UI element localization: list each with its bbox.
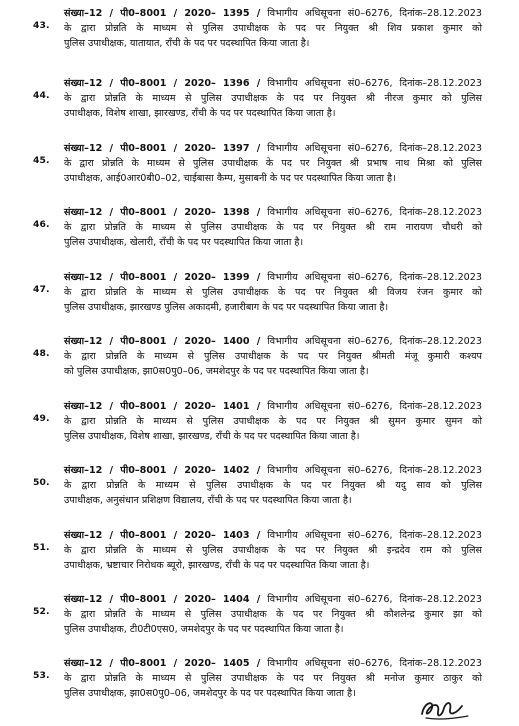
entry-line-2: के द्वारा प्रोन्नति के माध्यम से पुलिस उपाधीक्षक के पद पर नियुक्त श्री मनोज कुमार ठाकुर को <box>64 673 482 685</box>
entry-line-1 <box>64 399 482 414</box>
entry-line-1 <box>64 592 482 607</box>
entry-line-2: के द्वारा प्रोन्नति के माध्यम से पुलिस उपाधीक्षक के पद पर नियुक्त श्री इन्द्रदेव राम को पुलिस <box>64 545 482 557</box>
reference-number: संख्या–12 / पी0–8001 / 2020– <box>64 594 216 605</box>
entry-line-3: पुलिस उपाधीक्षक, टी0टी0एस0, जमशेदपुर के पद पर पदस्थापित किया जाता है। <box>64 624 344 636</box>
entry-number: 49. <box>33 413 50 424</box>
reference-number: संख्या–12 / पी0–8001 / 2020– <box>64 272 216 283</box>
reference-number: संख्या–12 / पी0–8001 / 2020– <box>64 530 216 541</box>
notification-no: 1403 / <box>222 530 261 541</box>
signature-underline <box>426 716 468 719</box>
entry-body <box>64 528 482 574</box>
reference-number: संख्या–12 / पी0–8001 / 2020– <box>64 658 216 669</box>
signature <box>416 694 476 722</box>
entry-line-1 <box>64 463 482 478</box>
reference-number: संख्या–12 / पी0–8001 / 2020– <box>64 336 216 347</box>
entry-number: 46. <box>33 219 50 230</box>
notification-no: 1404 / <box>222 594 261 605</box>
entry-number: 53. <box>33 670 50 681</box>
entry-line-3: पुलिस उपाधीक्षक, झारखण्ड पुलिस अकादमी, हजारीबाग के पद पर पदस्थापित किया जाता है। <box>64 302 389 314</box>
entry-line-2: के द्वारा प्रोन्नति के माध्यम से पुलिस उपाधीक्षक के पद पर नियुक्त श्री प्रभाष नाथ मिश्रा को पुलिस <box>64 158 482 170</box>
entry-line-2: के द्वारा प्रोन्नति के माध्यम से पुलिस उपाधीक्षक के पद पर नियुक्त श्री कौशलेन्द्र कुमार झा को <box>64 609 482 621</box>
entry-number: 47. <box>33 284 50 295</box>
notification-no: 1397 / <box>222 143 261 154</box>
entry-line-3: पुलिस उपाधीक्षक, यातायात, राँची के पद पर पदस्थापित किया जाता है। <box>64 38 310 50</box>
entry-line-2: के द्वारा प्रोन्नति के माध्यम से पुलिस उपाधीक्षक के पद पर नियुक्त श्री सुमन कुमार सुमन को <box>64 416 482 428</box>
entry-line-2: के द्वारा प्रोन्नति के माध्यम से पुलिस उपाधीक्षक के पद पर नियुक्त श्रीमती मंजू कुमारी कश्यप <box>64 351 482 363</box>
entry-line-1 <box>64 76 482 91</box>
entry-number: 43. <box>33 20 50 31</box>
entry-line-3: को पुलिस उपाधीक्षक, झा0स0पु0–06, जमशेदपुर के पद पर पदस्थापित किया जाता है। <box>64 366 369 378</box>
notification-date: विभागीय अधिसूचना सं0–6276, दिनांक–28.12.2023 <box>267 78 482 89</box>
entry-body <box>64 334 482 380</box>
entry-line-3: पुलिस उपाधीक्षक, खेलारी, राँची के पद पर पदस्थापित किया जाता है। <box>64 237 304 249</box>
notification-no: 1396 / <box>222 78 261 89</box>
entry-line-1 <box>64 528 482 543</box>
entry-line-3: उपाधीक्षक, आई0आर0बी0–02, चाईबासा कैम्प, मुसाबनी के पद पर पदस्थापित किया जाता है। <box>64 173 396 185</box>
entry-body <box>64 6 482 52</box>
reference-number: संख्या–12 / पी0–8001 / 2020– <box>64 143 216 154</box>
entry-number: 50. <box>33 477 50 488</box>
entry-line-3: पुलिस उपाधीक्षक, विशेष शाखा, झारखण्ड, राँची के पद पर पदस्थापित किया जाता है। <box>64 431 360 443</box>
entry-line-2: के द्वारा प्रोन्नति के माध्यम से पुलिस उपाधीक्षक के पद पर नियुक्त श्री राम नारायण चौधरी को <box>64 222 482 234</box>
reference-number: संख्या–12 / पी0–8001 / 2020– <box>64 8 216 19</box>
notification-no: 1398 / <box>222 207 261 218</box>
entry-body <box>64 76 482 122</box>
entry-body <box>64 399 482 445</box>
entry-number: 45. <box>33 155 50 166</box>
reference-number: संख्या–12 / पी0–8001 / 2020– <box>64 207 216 218</box>
entry-line-2: के द्वारा प्रोन्नति के माध्यम से पुलिस उपाधीक्षक के पद पर नियुक्त श्री शिव प्रकाश कुमार को <box>64 23 482 35</box>
reference-number: संख्या–12 / पी0–8001 / 2020– <box>64 401 216 412</box>
notification-no: 1399 / <box>222 272 261 283</box>
entry-number: 52. <box>33 606 50 617</box>
entry-line-1 <box>64 141 482 156</box>
entry-number: 44. <box>33 90 50 101</box>
entry-line-1 <box>64 6 482 21</box>
entry-number: 51. <box>33 542 50 553</box>
entry-body <box>64 205 482 251</box>
notification-no: 1405 / <box>222 658 261 669</box>
entry-line-2: के द्वारा प्रोन्नति के माध्यम से पुलिस उपाधीक्षक के पद पर नियुक्त श्री यदु साव को पुलिस <box>64 480 482 492</box>
entry-body <box>64 592 482 638</box>
notification-no: 1402 / <box>222 465 261 476</box>
entry-line-2: के द्वारा प्रोन्नति के माध्यम से पुलिस उपाधीक्षक के पद पर नियुक्त श्री विजय रंजन कुमार को <box>64 287 482 299</box>
notification-date: विभागीय अधिसूचना सं0–6276, दिनांक–28.12.2023 <box>267 530 482 541</box>
notification-date: विभागीय अधिसूचना सं0–6276, दिनांक–28.12.2023 <box>267 658 482 669</box>
entry-number: 48. <box>33 348 50 359</box>
entry-line-3: उपाधीक्षक, विशेष शाखा, झारखण्ड, राँची के पद पर पदस्थापित किया जाता है। <box>64 108 336 120</box>
notification-date: विभागीय अधिसूचना सं0–6276, दिनांक–28.12.2023 <box>267 272 482 283</box>
entry-line-3: उपाधीक्षक, अनुसंधान प्रशिक्षण विद्यालय, राँची के पद पर पदस्थापित किया जाता है। <box>64 495 352 507</box>
reference-number: संख्या–12 / पी0–8001 / 2020– <box>64 465 216 476</box>
notification-date: विभागीय अधिसूचना सं0–6276, दिनांक–28.12.2023 <box>267 207 482 218</box>
entry-line-1 <box>64 205 482 220</box>
entry-line-1 <box>64 270 482 285</box>
notification-date: विभागीय अधिसूचना सं0–6276, दिनांक–28.12.2023 <box>267 336 482 347</box>
notification-date: विभागीय अधिसूचना सं0–6276, दिनांक–28.12.2023 <box>267 594 482 605</box>
notification-date: विभागीय अधिसूचना सं0–6276, दिनांक–28.12.2023 <box>267 401 482 412</box>
entry-line-1 <box>64 656 482 671</box>
entry-line-1 <box>64 334 482 349</box>
notification-no: 1400 / <box>222 336 261 347</box>
entry-body <box>64 141 482 187</box>
entry-line-2: के द्वारा प्रोन्नति के माध्यम से पुलिस उपाधीक्षक के पद पर नियुक्त श्री नीरज कुमार को पुलिस <box>64 93 482 105</box>
notification-no: 1395 / <box>222 8 261 19</box>
entry-body <box>64 270 482 316</box>
reference-number: संख्या–12 / पी0–8001 / 2020– <box>64 78 216 89</box>
notification-date: विभागीय अधिसूचना सं0–6276, दिनांक–28.12.2023 <box>267 8 482 19</box>
entry-line-3: उपाधीक्षक, भ्रष्टाचार निरोधक ब्यूरो, झारखण्ड, राँची के पद पर पदस्थापित किया जाता है। <box>64 560 370 572</box>
notification-date: विभागीय अधिसूचना सं0–6276, दिनांक–28.12.2023 <box>267 465 482 476</box>
signature-stroke <box>422 703 462 715</box>
entry-body <box>64 463 482 509</box>
entry-line-3: पुलिस उपाधीक्षक, झा0स0पु0–06, जमशेदपुर के पद पर पदस्थापित किया जाता है। <box>64 688 356 700</box>
notification-date: विभागीय अधिसूचना सं0–6276, दिनांक–28.12.2023 <box>267 143 482 154</box>
notification-no: 1401 / <box>222 401 261 412</box>
